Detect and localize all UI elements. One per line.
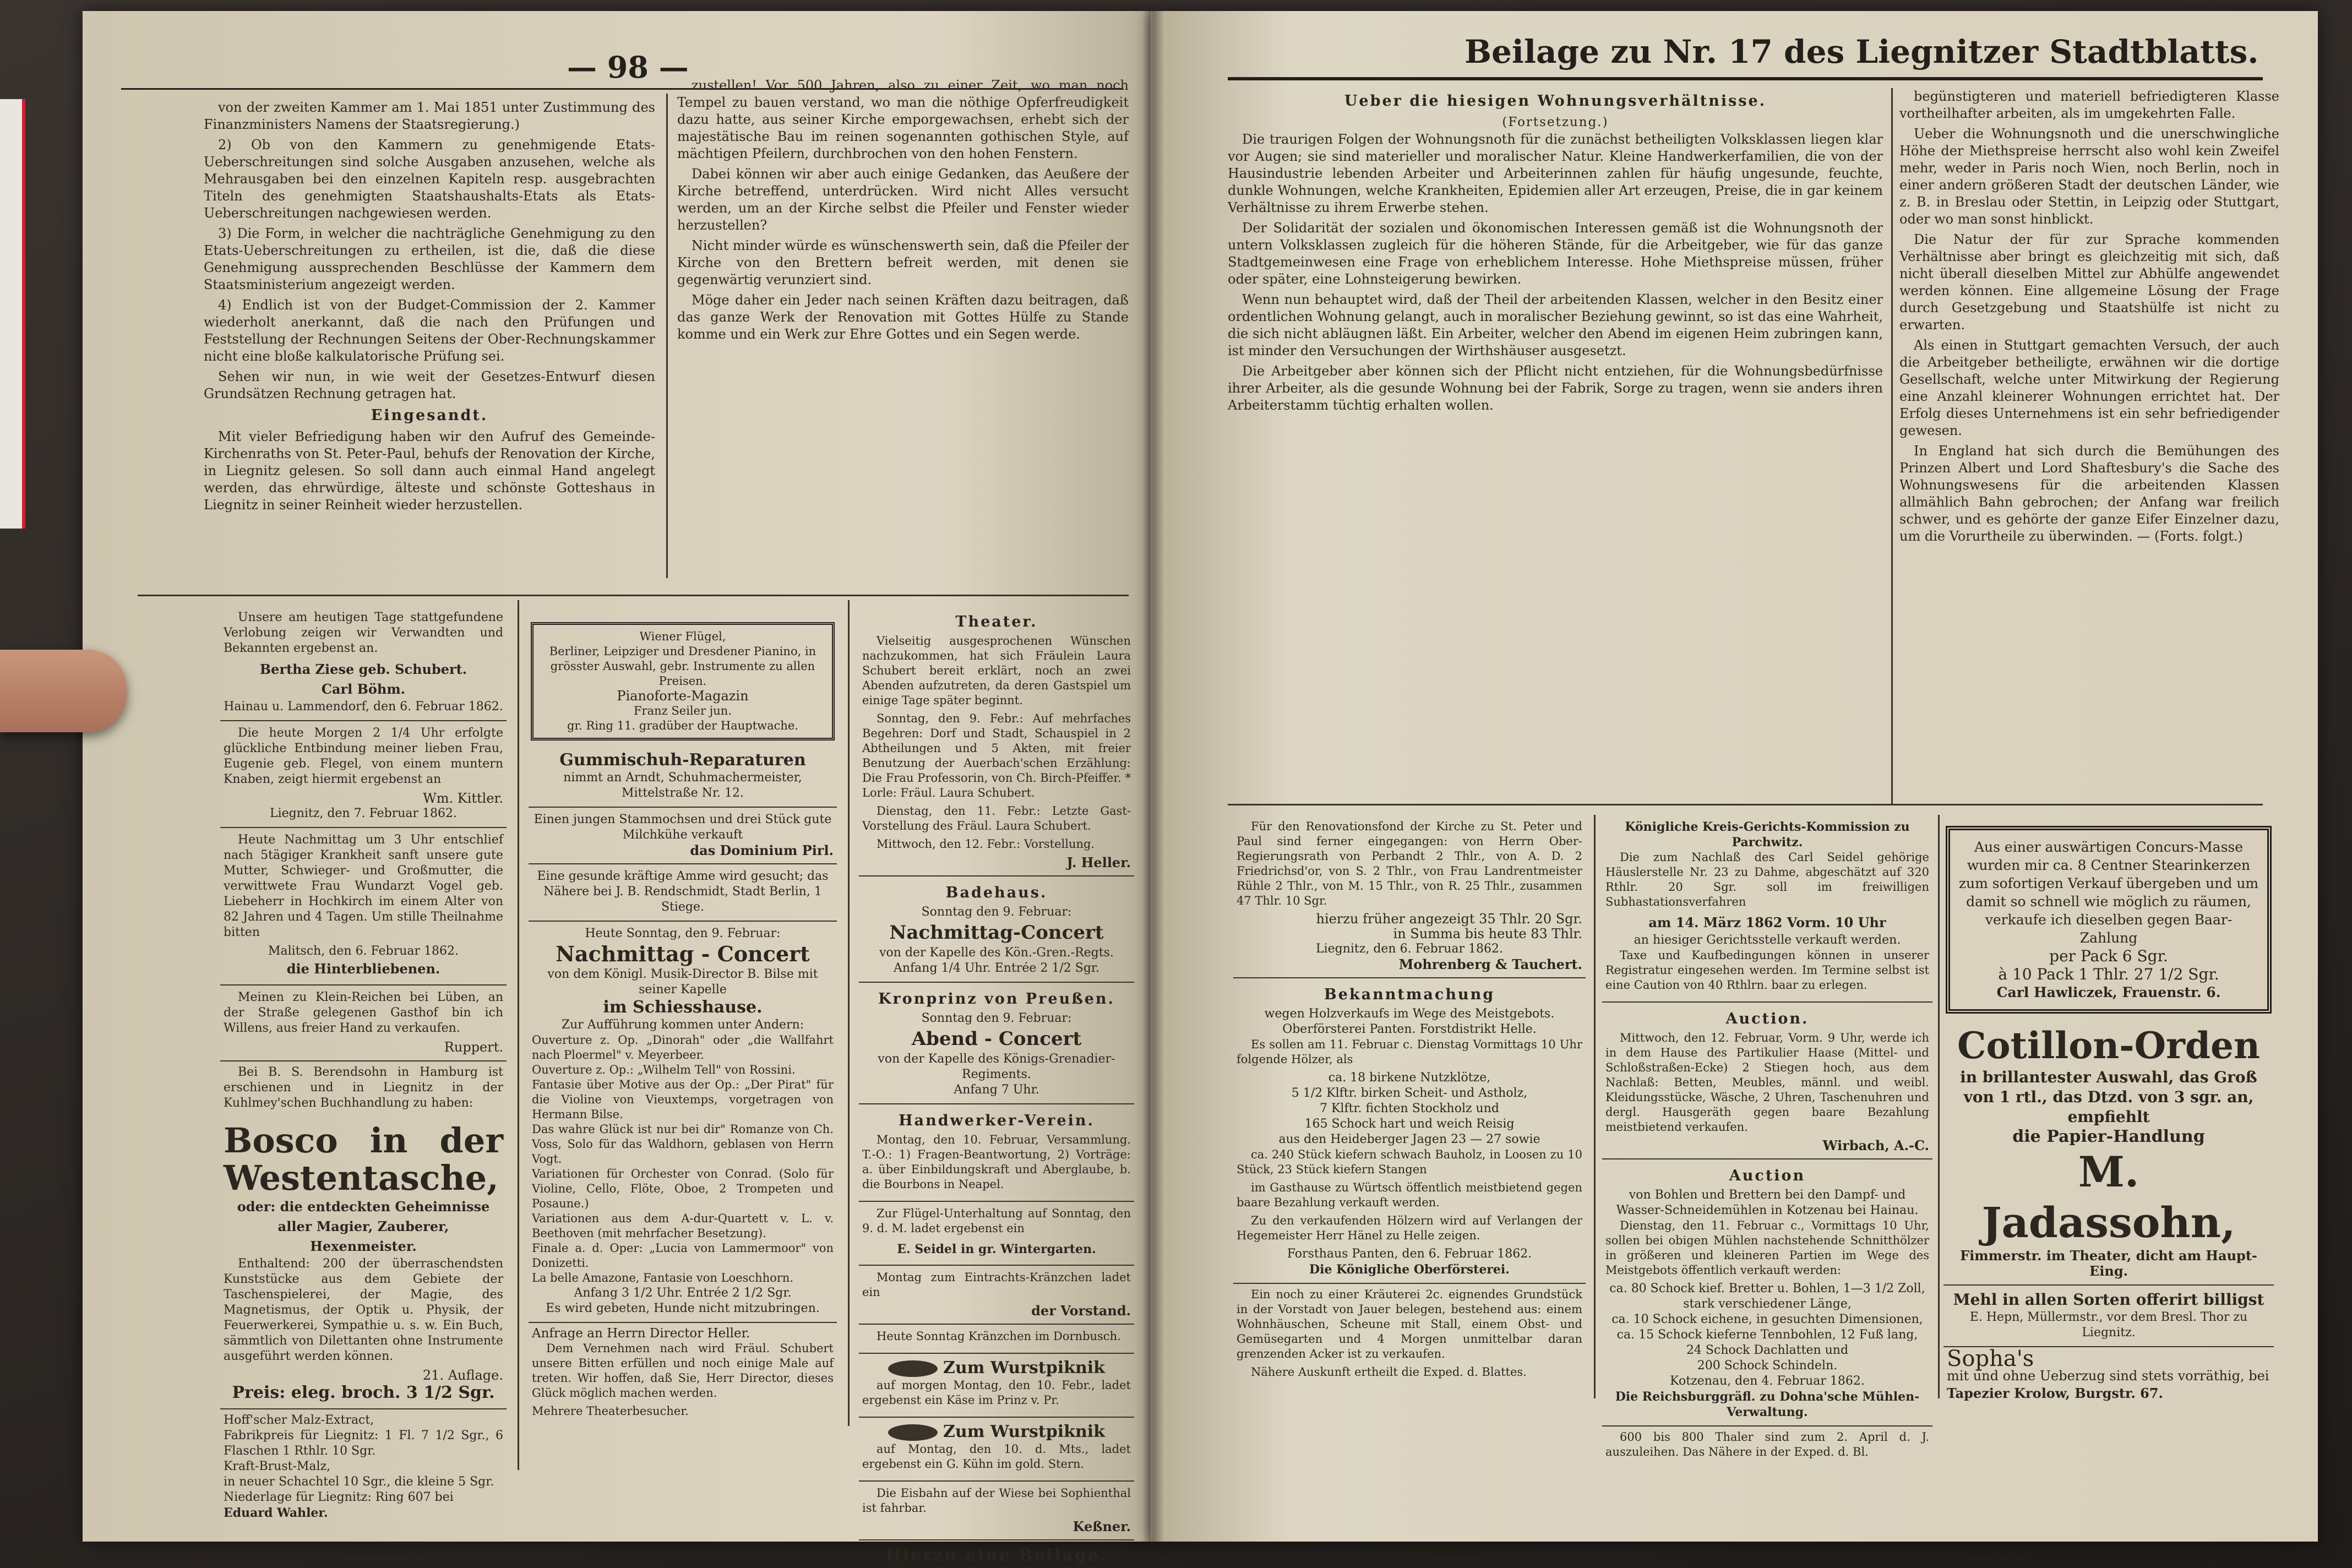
ad-line: Zu den verkaufenden Hölzern wird auf Verlangen der Hegemeister Herr Hänel zu Helle zeigen. [1237,1214,1582,1242]
wurst2-title [862,1422,1131,1442]
piano-name: Franz Seiler jun. [633,704,732,717]
notice-engagement [220,606,507,721]
handwerker-ad [859,1104,1134,1202]
anfrage-sign: Mehrere Theaterbesucher. [532,1404,689,1418]
piano-address: gr. Ring 11. gradüber der Hauptwache. [567,719,799,732]
ad-text: Taxe und Kaufbedingungen können in unserer Registratur eingesehen werden. Im Termine selbst ist eine Caution von 40 Rthlrn. baar zu erlegen. [1605,949,1929,992]
paragraph: zustellen! Vor 500 Jahren, also zu einer Zeit, wo man noch Tempel zu bauen verstand, wo man die nöthige Opferfreudigkeit dazu hatte, aus seiner Kirche emporgewachsen, erhebt sich der majestätische Bau im reinen sogenannten gothischen Style, auf mächtigen Pfeilern, durchbrochen von den hohen Fenstern. [677,78,1129,161]
concert-program-intro: Zur Aufführung kommen unter Andern: [561,1018,804,1032]
notice-text: Die heute Morgen 2 1/4 Uhr erfolgte glückliche Entbindung meiner lieben Frau, Eugenie geb. Flegel, von einem muntern Knaben, zeigt hiermit ergebenst an [224,726,503,786]
dornbusch-text: Heute Sonntag Kränzchen im Dornbusch. [876,1330,1121,1343]
ad-sign: Tapezier Krolow, Burgstr. 67. [1947,1385,2163,1401]
ad-title: Gummischuh-Reparaturen [559,750,806,770]
page-number: — 98 — [567,50,689,85]
dornbusch-ad [859,1325,1134,1354]
theater-text: Vielseitig ausgesprochenen Wünschen nachzukommen, hat sich Fräulein Laura Schubert bereit erklärt, noch an zwei Abenden aufzutreten, da deren Gastspiel um einige Tage später beginnt. [862,634,1131,707]
fish-icon [888,1424,938,1441]
piano-ad [531,622,835,741]
wurst1-title [862,1358,1131,1378]
theater-line: Sonntag, den 9. Febr.: Auf mehrfaches Begehren: Dorf und Stadt, Schauspiel in 2 Abtheilungen und 5 Akten, mit freier Benutzung der Auerbach'schen Erzählung: Die Frau Professorin, von Ch. Birch-Pfeiffer. * Lorle: Fräul. Laura Schubert. [862,712,1131,799]
header-rule [1228,77,2263,80]
piano-title: Wiener Flügel, [639,630,726,643]
wurst1-text: auf morgen Montag, den 10. Febr., ladet ergebenst ein Käse im Prinz v. Pr. [862,1379,1131,1407]
paragraph: 2) Ob von den Kammern zu genehmigende Etats-Ueberschreitungen sind solche Ausgaben anzusehen, welche als Mehrausgaben bei den einzelnen Kapiteln resp. ausgebrachten Titeln des genehmigten Staatshaushalts-Etats als Etats-Ueberschreitungen nachgewiesen werden. [204,137,655,221]
notice-date: Hainau u. Lammendorf, den 6. Februar 1862. [224,700,503,714]
auction-ad-1 [1602,1003,1932,1159]
notice-name: Ruppert. [444,1039,503,1055]
mehl-ad [1943,1286,2274,1347]
beilage-footer: Hierzu eine Beilage. [885,1546,1108,1565]
wurst2-ad [859,1418,1134,1482]
ad-date: Kotzenau, den 4. Februar 1862. [1670,1374,1865,1388]
column-divider [1891,88,1893,804]
concert-item: Das wahre Glück ist nur bei dir" Romanze von Ch. Voss, Solo für das Waldhorn, geblasen von Herrn Vogt. [532,1123,834,1166]
ad-sign: Die Reichsburggräfl. zu Dohna'sche Mühlen-Verwaltung. [1615,1390,1920,1419]
notice-text: Bei B. S. Berendsohn in Hamburg ist erschienen und in Liegnitz in der Kuhlmey'schen Buchhandlung zu haben: [224,1065,503,1110]
concert-date: Heute Sonntag, den 9. Februar: [585,927,781,940]
notice-date: Malitsch, den 6. Februar 1862. [268,944,459,958]
column-divider [1594,815,1596,1398]
article-title: Ueber die hiesigen Wohnungsverhältnisse. [1344,92,1767,110]
ad-line: 7 Klftr. fichten Stockholz und [1320,1102,1499,1115]
paragraph: 4) Endlich ist von der Budget-Commission der 2. Kammer wiederholt anerkannt, daß die nach den Prüfungen und Feststellung der Rechnungen Seitens der Ober-Rechnungskammer nicht eine bloße kalkulatorische Prüfung sei. [204,297,655,364]
kronprinz-ad [859,983,1134,1104]
subhastation-ad [1602,815,1932,1003]
holzverkauf-ad [1233,978,1586,1284]
badehaus-date: Sonntag den 9. Februar: [921,905,1072,919]
ad-text: Mittwoch, den 12. Februar, Vorm. 9 Uhr, werde ich in dem Hause des Partikulier Haase (Mittel- und Schloßstraßen-Ecke) 2 Stiegen hoch, aus dem Nachlaß: Betten, Meubles, männl. und weibl. Kleidungsstücke, Wäsche, 2 Uhren, Taschenuhren und dergl. Hausgeräth gegen baare Bezahlung meistbietend verkaufen. [1605,1031,1929,1134]
kraenzchen-ad [859,1266,1134,1325]
theater-sign: J. Heller. [1066,854,1131,870]
ad-text: 600 bis 800 Thaler sind zum 2. April d. J. auszuleihen. Das Nähere in der Exped. d. Bl. [1605,1430,1929,1458]
amme-ad [529,864,837,922]
eisbahn-text: Die Eisbahn auf der Wiese bei Sophienthal ist fahrbar. [862,1487,1131,1515]
ad-line: in Summa bis heute 83 Thlr. [1393,926,1582,941]
ad-sign: Carl Hawliczek, Frauenstr. 6. [1996,984,2221,1000]
ad-line: ca. 240 Stück kiefern schwach Bauholz, in Loosen zu 10 Stück, 23 Stück kiefern Stangen [1237,1148,1582,1176]
concert-place: im Schiesshause. [603,998,763,1017]
left-col2-article [677,77,1129,584]
ad-line: an hiesiger Gerichtsstelle verkauft werden. [1634,933,1901,947]
jadassohn-name: M. Jadassohn, [1981,1147,2236,1247]
cotillon-ad [1943,1019,2274,1286]
wurst2-text: auf Montag, den 10. d. Mts., ladet ergebenst ein G. Kühn im gold. Stern. [862,1442,1131,1471]
column-divider [666,94,668,578]
ad-line: E. Hepn, Müllermstr., vor dem Bresl. Thor zu Liegnitz. [1969,1310,2248,1340]
paragraph: Nicht minder würde es wünschenswerth sein, daß die Pfeiler der Kirche von den Brettern befreit werden, mit denen sie gegenwärtig verunziert sind. [677,238,1129,287]
ad-price: per Pack 6 Sgr. [2049,947,2168,965]
concert-item: Fantasie über Motive aus der Op.: „Der Pirat" für die Violine von Vieuxtemps, vorgetragen von Hermann Bilse. [532,1078,834,1121]
paragraph: In England hat sich durch die Bemühungen des Prinzen Albert und Lord Shaftesbury's die Sache des Wohnungswesens für die arbeitenden Klassen allmählich Bahn gebrochen; der Anfang war freilich schwer, und es gehörte der ganze Eifer Einzelner dazu, um die Vorurtheile zu überwinden. — (Forts. folgt.) [1899,443,2279,544]
concert-item: Finale a. d. Oper: „Lucia von Lammermoor" von Donizetti. [532,1242,834,1270]
fish-icon [888,1360,938,1377]
ad-date: am 14. März 1862 Vorm. 10 Uhr [1648,914,1886,930]
concert-item: La belle Amazone, Fantasie von Loeschhorn. [532,1271,794,1284]
ad-line: wegen Holzverkaufs im Wege des Meistgebots. [1264,1007,1555,1021]
paragraph: Wenn nun behauptet wird, daß der Theil der arbeitenden Klassen, welcher in den Besitz einer ordentlichen Wohnung gelangt, auch in moralischer Beziehung gewinnt, so ist das eine Wahrheit, die sich nicht abläugnen läßt. Ein Arbeiter, welcher den Abend im eigenen Heim zubringen kann, ist minder den Versuchungen der Wirthshäuser ausgesetzt. [1228,292,1883,358]
paragraph: Der Solidarität der sozialen und ökonomischen Interessen gemäß ist die Wohnungsnoth der untern Volksklassen zugleich für die höheren Stände, für die Arbeitgeber, wie für das ganze Stadtgemeinwesen eine Frage von erheblichem Interesse. Hohe Miethspreise müssen, früher oder später, eine Lohnsteigerung bewirken. [1228,220,1883,287]
ad-line: 5 1/2 Klftr. birken Scheit- und Astholz, [1291,1086,1528,1100]
ad-line: Es sollen am 11. Februar c. Dienstag Vormittags 10 Uhr folgende Hölzer, als [1237,1038,1582,1066]
badehaus-ad [859,876,1134,983]
badehaus-event: Nachmittag-Concert [889,922,1104,944]
right-ads-col2 [1602,815,1932,1509]
bosco-body: Enthaltend: 200 der überraschendsten Kunststücke aus dem Gebiete der Taschenspielerei, der Magie, des Magnetismus, der Optik u. Physik, der Feuerwerkerei, Sympathie u. s. w. Ein Buch, sämmtlich von Dilettanten ohne Instrumente ausgeführt werden können. [224,1257,503,1363]
theater-title: Theater. [955,613,1038,630]
kraenzchen-text: Montag zum Eintrachts-Kränzchen ladet ein [862,1271,1131,1299]
concert-ad [529,922,837,1323]
ad-text: Aus einer auswärtigen Concurs-Masse wurden mir ca. 8 Centner Stearinkerzen zum sofortigen Verkauf übergeben und um damit so schnell wie möglich zu räumen, verkaufe ich dieselben gegen Baar-Zahlung [1958,839,2259,946]
notice-death [220,828,507,986]
paragraph: Die Natur der für zur Sprache kommenden Verhältnisse aber bringt es gleichzeitig mit sich, daß nicht überall dieselben Mittel zur Abhülfe angewendet werden können. Eine allgemeine Lösung der Frage durch Gesetzgebung und Staatshülfe ist nicht zu erwarten. [1899,232,2279,333]
paragraph: Die traurigen Folgen der Wohnungsnoth für die zunächst betheiligten Volksklassen liegen klar vor Augen; sie sind materieller und moralischer Natur. Kleine Handwerkerfamilien, die von der Hausindustrie lebenden Arbeiter und Arbeiterinnen zahlen für häufig ungesunde, feuchte, dunkle Wohnungen, welche Krankheiten, Epidemien aller Art erzeugen, Preise, die in gar keinem Verhältnisse zu ihrem Erwerbe stehen. [1228,132,1883,215]
paragraph: begünstigteren und materiell befriedigteren Klasse vortheilhafter arbeiten, als im umgekehrten Falle. [1899,89,2279,121]
ad-title: Mehl in allen Sorten offerirt billigst [1953,1291,2264,1309]
ad-text: Für den Renovationsfond der Kirche zu St. Peter und Paul sind ferner eingegangen: von Herrn Ober-Regierungsrath von Perbandt 2 Thlr., von A. D. 2 Friedrichsd'or, von S. 2 Thlr., von Frau Landrentmeister Rühle 2 Thlr., von M. 15 Thlr., von R. 25 Thlr., zusammen 47 Thlr. 10 Sgr. [1237,820,1582,907]
notice-name: Bertha Ziese geb. Schubert. [259,661,467,677]
jadassohn-address: Fimmerstr. im Theater, dicht am Haupt-Eing. [1960,1248,2257,1279]
open-newspaper [83,11,2318,1565]
paragraph: Ueber die Wohnungsnoth und die unerschwingliche Höhe der Miethspreise herrscht also wohl kein Zweifel mehr, weder in Paris noch Wien, noch Berlin, noch in einer andern größeren Stadt der deutschen Länder, wie z. B. in Breslau oder Stettin, in Leipzig oder Stuttgart, oder wo man sonst hinblickt. [1899,126,2279,227]
concert-title: Nachmittag - Concert [556,941,810,966]
ad-line: 165 Schock hart und weich Reisig [1304,1117,1515,1131]
ad-line: ca. 10 Schock eichene, in gesuchten Dimensionen, [1611,1313,1923,1326]
renovation-donations [1233,815,1586,978]
gummischuh-ad [529,746,837,808]
notice-text: Unsere am heutigen Tage stattgefundene Verlobung zeigen wir Verwandten und Bekannten ergebenst an. [224,611,503,655]
ad-title: Bekanntmachung [1324,986,1495,1003]
bosco-title: Bosco in der Westentasche, [224,1120,503,1198]
ad-line: von Bohlen und Brettern bei den Dampf- und Wasser-Schneidemühlen in Kotzenau bei Hainau. [1616,1188,1919,1217]
bosco-price: Preis: eleg. broch. 3 1/2 Sgr. [232,1383,495,1402]
notice-date: Liegnitz, den 7. Februar 1862. [269,807,458,820]
ad-text: Die zum Nachlaß des Carl Seidel gehörige Häuslerstelle Nr. 23 zu Dahme, abgeschätzt auf 320 Rthlr. 20 Sgr. soll im freiwilligen Subhastationsverfahren [1605,851,1929,908]
malz-title: Hoff'scher Malz-Extract, [224,1413,374,1427]
fluegel-ad [859,1202,1134,1266]
ad-line: Einen jungen Stammochsen und drei Stück gute Milchkühe verkauft [533,813,832,842]
housing-article-cont [1899,88,2279,804]
left-col1-article [204,99,655,584]
ad-text: Nähere Auskunft ertheilt die Exped. d. Blattes. [1251,1365,1527,1379]
ad-sign: Wirbach, A.-C. [1822,1137,1929,1153]
left-page [83,11,1151,1565]
ad-line: ca. 18 birkene Nutzklötze, [1328,1071,1491,1085]
concert-start: Anfang 3 1/2 Uhr. Entrée 2 1/2 Sgr. [574,1286,792,1300]
badehaus-start: Anfang 1/4 Uhr. Entrée 2 1/2 Sgr. [893,961,1099,975]
ad-text: Dienstag, den 11. Februar c., Vormittags 10 Uhr, sollen bei obigen Mühlen nachstehende Schnitthölzer in größeren und kleineren Partien im Wege des Meistgebots öffentlich verkauft werden: [1605,1219,1929,1277]
ad-title: Auction. [1725,1010,1809,1027]
notice-bookshop [220,1061,507,1118]
wurst2-title-text: Zum Wurstpiknik [943,1422,1105,1441]
notice-birth [220,721,507,828]
anfrage-ad [529,1323,837,1422]
ad-price: à 10 Pack 1 Thlr. 27 1/2 Sgr. [1998,965,2219,983]
notice-name: Carl Böhm. [321,681,406,697]
section-rule [1228,804,2263,805]
middle-ads-column [529,617,837,1476]
paragraph: Möge daher ein Jeder nach seinen Kräften dazu beitragen, daß das ganze Werk der Renovation mit Gottes Hülfe zu Stande komme und ein Werk zur Ehre Gottes und ein Segen werde. [677,292,1129,342]
ad-line: die Papier-Handlung [2012,1127,2205,1146]
kronprinz-by: von der Kapelle des Königs-Grenadier-Regiments. [878,1052,1115,1081]
ad-sign: Die Königliche Oberförsterei. [1309,1262,1510,1277]
malz-line: Niederlage für Liegnitz: Ring 607 bei [224,1490,454,1504]
loan-ad [1602,1427,1932,1466]
eisbahn-ad [859,1482,1134,1540]
supplement-header: Beilage zu Nr. 17 des Liegnitzer Stadtblatts. [1464,33,2259,70]
notices-column [220,606,507,1520]
concert-note: Es wird gebeten, Hunde nicht mitzubringen. [546,1302,820,1315]
grundstueck-ad [1233,1284,1586,1386]
ad-line: aus den Heideberger Jagen 23 — 27 sowie [1278,1133,1540,1146]
eingesandt-text: Mit vieler Befriedigung haben wir den Aufruf des Gemeinde-Kirchenraths von St. Peter-Paul, behufs der Renovation der Kirche, in Liegnitz gelesen. So soll dann auch einmal Hand angelegt werden, das ehrwürdige, älteste und schönste Gotteshaus in Liegnitz in seiner Reinheit wieder herzustellen. [204,429,655,513]
theater-column [859,606,1134,1565]
sophas-ad [1943,1347,2274,1405]
ad-line: in brillantester Auswahl, das Groß von 1 rtl., das Dtzd. von 3 sgr. an, empfiehlt [1960,1068,2257,1126]
malz-line: Fabrikpreis für Liegnitz: 1 Fl. 7 1/2 Sgr., 6 Flaschen 1 Rthlr. 10 Sgr. [224,1429,503,1458]
piano-line: Berliner, Leipziger und Dresdener Pianino, in grösster Auswahl, gebr. Instrumente zu allen Preisen. [549,645,816,688]
notice-text: Heute Nachmittag um 3 Uhr entschlief nach 5tägiger Krankheit sanft unsere gute Mutter, Schwieger- und Großmutter, die verwittwete Frau Wundarzt Vogel geb. Liebeherr in Hochkirch im einem Alter von 82 Jahren und 4 Tagen. Um stille Theilnahme bitten [224,833,503,939]
malz-sign: Eduard Wahler. [224,1506,328,1520]
thumb [0,650,127,732]
ad-line: nimmt an Arndt, Schuhmachermeister, Mittelstraße Nr. 12. [563,771,802,800]
anfrage-title: Anfrage an Herrn Director Heller. [532,1326,750,1341]
paragraph: von der zweiten Kammer am 1. Mai 1851 unter Zustimmung des Finanzministers Namens der Staatsregierung.) [204,100,655,132]
ad-line: Eine gesunde kräftige Amme wird gesucht; das Nähere bei J. B. Rendschmidt, Stadt Berlin, 1 Stiege. [537,869,829,914]
piano-line: Pianoforte-Magazin [617,688,749,704]
concert-item: Variationen aus dem A-dur-Quartett v. L. v. Beethoven (mit mehrfacher Besetzung). [532,1212,834,1240]
eisbahn-sign: Keßner. [1072,1518,1131,1534]
ad-title: Auction [1729,1167,1806,1184]
section-rule [138,595,1129,596]
bosco-edition: 21. Auflage. [422,1368,503,1383]
fluegel-sign: E. Seidel in gr. Wintergarten. [897,1242,1096,1256]
concert-item: Variationen für Orchester von Conrad. (Solo für Violine, Cello, Flöte, Oboe, 2 Trompeten und Posaune.) [532,1167,834,1210]
ad-sign: Mohrenberg & Tauchert. [1398,956,1582,972]
right-ads-col1 [1233,815,1586,1509]
column-divider [1938,815,1940,1398]
stearin-ad [1946,826,2272,1014]
concert-item: Ouverture z. Op.: „Wilhelm Tell" von Rossini. [532,1063,796,1076]
paragraph: Die Arbeitgeber aber können sich der Pflicht nicht entziehen, für die Wohnungsbedürfnisse ihrer Arbeiter, als die gesunde Wohnung bei der Fabrik, Sorge zu tragen, wenn sie anders ihren Arbeiterstamm tüchtig erhalten wollen. [1228,363,1883,413]
article-subtitle: (Fortsetzung.) [1502,115,1609,129]
theater-ad [859,606,1134,876]
malz-title: Kraft-Brust-Malz, [224,1460,331,1473]
ad-date: Liegnitz, den 6. Februar 1862. [1315,942,1504,956]
eingesandt-title: Eingesandt. [371,407,488,424]
ad-title: Sopha's [1947,1346,2034,1371]
housing-article [1228,88,1883,804]
ad-line: 200 Schock Schindeln. [1697,1359,1838,1373]
paragraph: Als einen in Stuttgart gemachten Versuch, der auch die Arbeitgeber betheiligte, erwähnen wir die dortige Gesellschaft, welche unter Mitwirkung der Regierung eine Anzahl kleinerer Wohnungen errichtet hat. Der Erfolg dieses Unternehmens ist ein sehr befriedigender gewesen. [1899,337,2279,438]
paragraph: Dabei können wir aber auch einige Gedanken, das Aeußere der Kirche betreffend, unterdrücken. Wird nicht Alles versucht werden, um an der Kirche selbst die Pfeiler und Fenster wieder herzustellen? [677,166,1129,233]
wurst1-ad [859,1354,1134,1418]
paragraph: Sehen wir nun, in wie weit der Gesetzes-Entwurf diesen Grundsätzen Rechnung getragen hat. [204,369,655,401]
wurst1-title-text: Zum Wurstpiknik [943,1358,1105,1378]
notice-name: Wm. Kittler. [423,791,503,806]
auction-ad-2 [1602,1159,1932,1427]
bosco-sub: oder: die entdeckten Geheimnisse aller Magier, Zauberer, Hexenmeister. [237,1199,490,1254]
theater-line: Mittwoch, den 12. Febr.: Vorstellung. [876,837,1095,851]
kronprinz-date: Sonntag den 9. Februar: [921,1011,1072,1025]
kronprinz-start: Anfang 7 Uhr. [954,1083,1039,1097]
theater-line: Dienstag, den 11. Febr.: Letzte Gast-Vorstellung des Fräul. Laura Schubert. [862,804,1131,832]
badehaus-title: Badehaus. [945,884,1048,901]
cotillon-title: Cotillon-Orden [1957,1024,2261,1067]
ad-line: Königliche Kreis-Gerichts-Kommission zu Parchwitz. [1625,820,1910,850]
ad-date: Forsthaus Panten, den 6. Februar 1862. [1287,1247,1532,1261]
right-ads-col3 [1943,820,2274,1509]
ad-line: hierzu früher angezeigt 35 Thlr. 20 Sgr. [1316,911,1582,927]
notice-inn [220,986,507,1061]
paragraph: 3) Die Form, in welcher die nachträgliche Genehmigung zu den Etats-Ueberschreitungen zu ertheilen, ist die, daß die diese Genehmigung aussprechenden Beschlüsse der Kammern dem Staatsministerium angezeigt werden. [204,226,655,292]
handwerker-title: Handwerker-Verein. [899,1112,1095,1129]
kraenzchen-sign: der Vorstand. [1031,1303,1131,1319]
ochsen-ad [529,808,837,864]
ad-line: ca. 80 Schock kief. Bretter u. Bohlen, 1—3 1/2 Zoll, stark verschiedener Länge, [1609,1282,1925,1311]
notice-name: die Hinterbliebenen. [286,961,440,977]
concert-by: von dem Königl. Musik-Director B. Bilse mit seiner Kapelle [547,967,818,997]
ad-sign: das Dominium Pirl. [690,842,834,858]
column-divider [848,600,850,1426]
ad-line: im Gasthause zu Würtsch öffentlich meistbietend gegen baare Bezahlung verkauft werden. [1237,1181,1582,1209]
side-card [0,99,25,529]
kronprinz-title: Kronprinz von Preußen. [878,990,1115,1008]
badehaus-by: von der Kapelle des Kön.-Gren.-Regts. [879,946,1114,960]
column-divider [518,600,519,1470]
fluegel-text: Zur Flügel-Unterhaltung auf Sonntag, den 9. d. M. ladet ergebenst ein [862,1207,1131,1235]
right-page [1151,11,2318,1542]
bosco-ad [220,1118,507,1409]
concert-item: Ouverture z. Op. „Dinorah" oder „die Wallfahrt nach Ploermel" v. Meyerbeer. [532,1033,834,1061]
malz-ad [220,1409,507,1524]
notice-text: Meinen zu Klein-Reichen bei Lüben, an der Straße gelegenen Gasthof bin ich Willens, aus freier Hand zu verkaufen. [224,990,503,1035]
ad-line: 24 Schock Dachlatten und [1686,1343,1849,1357]
book-gutter [1142,11,1164,1542]
ad-line: ca. 15 Schock kieferne Tennbohlen, 12 Fuß lang, [1616,1328,1918,1342]
ad-line: mit und ohne Ueberzug sind stets vorräthig, bei [1947,1368,2269,1384]
ad-text: Ein noch zu einer Kräuterei 2c. eignendes Grundstück in der Vorstadt von Jauer belegen, bestehend aus: einem Wohnhäuschen, Scheune mit Stall, einem Obst- und Gemüsegarten und 4 Morgen unmittelbar daran grenzenden Acker ist zu verkaufen. [1237,1288,1582,1360]
malz-line: in neuer Schachtel 10 Sgr., die kleine 5 Sgr. [224,1475,494,1489]
anfrage-text: Dem Vernehmen nach wird Fräul. Schubert unsere Bitten erfüllen und noch einige Male auf treten. Wir hoffen, daß Sie, Herr Director, dieses Glück möglich machen werden. [532,1342,834,1400]
ad-line: Oberförsterei Panten. Forstdistrikt Helle. [1282,1022,1537,1036]
handwerker-text: Montag, den 10. Februar, Versammlung. T.-O.: 1) Fragen-Beantwortung, 2) Vorträge: a. über Einbildungskraft und Aberglaube, b. die Bourbons in Neapel. [862,1133,1131,1191]
kronprinz-event: Abend - Concert [911,1028,1082,1050]
